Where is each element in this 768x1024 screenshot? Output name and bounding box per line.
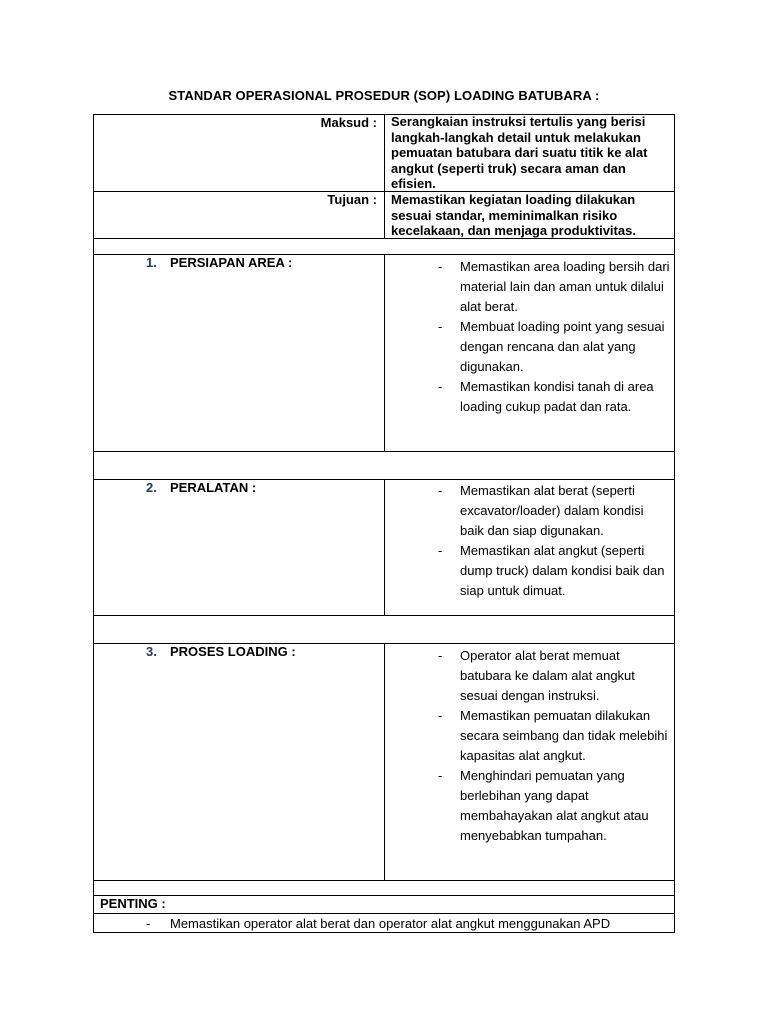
list-item-text: Memastikan area loading bersih dari material lain dan aman untuk dilalui alat berat.: [460, 259, 670, 314]
section-bullet-list: [438, 646, 670, 846]
section-number: 1.: [146, 255, 157, 270]
list-item-text: Operator alat berat memuat batubara ke dalam alat angkut sesuai dengan instruksi.: [460, 648, 635, 703]
list-item: [438, 257, 670, 317]
maksud-label: Maksud :: [320, 115, 377, 130]
list-item: [438, 541, 670, 601]
list-item: [438, 377, 670, 417]
section-number: 3.: [146, 644, 157, 659]
dash: -: [438, 708, 443, 723]
dash: -: [438, 319, 443, 334]
row-line: [93, 880, 675, 881]
tujuan-text: Memastikan kegiatan loading dilakukan sesuai standar, meminimalkan risiko kecelakaan, dan menjaga produktivitas.: [391, 192, 636, 238]
tujuan-label: Tujuan :: [327, 192, 377, 207]
row-line: [93, 913, 675, 914]
header-divider: [384, 114, 385, 239]
dash: -: [438, 768, 443, 783]
list-item-text: Memastikan alat angkut (seperti dump truck) dalam kondisi baik dan siap untuk dimuat.: [460, 543, 665, 598]
section-number: 2.: [146, 480, 157, 495]
list-item-text: Memastikan pemuatan dilakukan secara seimbang dan tidak melebihi kapasitas alat angkut.: [460, 708, 668, 763]
list-item-text: Memastikan kondisi tanah di area loading cukup padat dan rata.: [460, 379, 654, 414]
dash: -: [438, 259, 443, 274]
list-item-text: Membuat loading point yang sesuai dengan rencana dan alat yang digunakan.: [460, 319, 665, 374]
penting-text: Memastikan operator alat berat dan operator alat angkut menggunakan APD: [170, 916, 611, 931]
section-bullet-list: [438, 481, 670, 601]
section-bullet-list: [438, 257, 670, 417]
list-item: [438, 317, 670, 377]
penting-label: PENTING :: [100, 896, 166, 911]
row-line: [93, 451, 675, 452]
section-title-peralatan: PERALATAN :: [170, 480, 257, 495]
dash: -: [438, 543, 443, 558]
section-title-proses-loading: PROSES LOADING :: [170, 644, 296, 659]
dash: -: [438, 648, 443, 663]
list-item-text: Memastikan alat berat (seperti excavator/loader) dalam kondisi baik dan siap digunakan.: [460, 483, 644, 538]
section-divider: [384, 643, 385, 880]
list-item: [438, 766, 670, 846]
document-title: STANDAR OPERASIONAL PROSEDUR (SOP) LOADING BATUBARA :: [168, 88, 600, 103]
dash: -: [438, 379, 443, 394]
row-line: [93, 895, 675, 896]
maksud-text: Serangkaian instruksi tertulis yang berisi langkah-langkah detail untuk melakukan pemuatan batubara dari suatu titik ke alat angkut (seperti truk) secara aman dan efisien.: [391, 114, 648, 191]
penting-dash: -: [146, 916, 151, 931]
section-divider: [384, 479, 385, 615]
section-divider: [384, 254, 385, 451]
list-item: [438, 706, 670, 766]
section-title-persiapan-area: PERSIAPAN AREA :: [170, 255, 293, 270]
dash: -: [438, 483, 443, 498]
list-item: [438, 481, 670, 541]
list-item: [438, 646, 670, 706]
list-item-text: Menghindari pemuatan yang berlebihan yang dapat membahayakan alat angkut atau menyebabkan tumpahan.: [460, 768, 649, 843]
row-line: [93, 615, 675, 616]
